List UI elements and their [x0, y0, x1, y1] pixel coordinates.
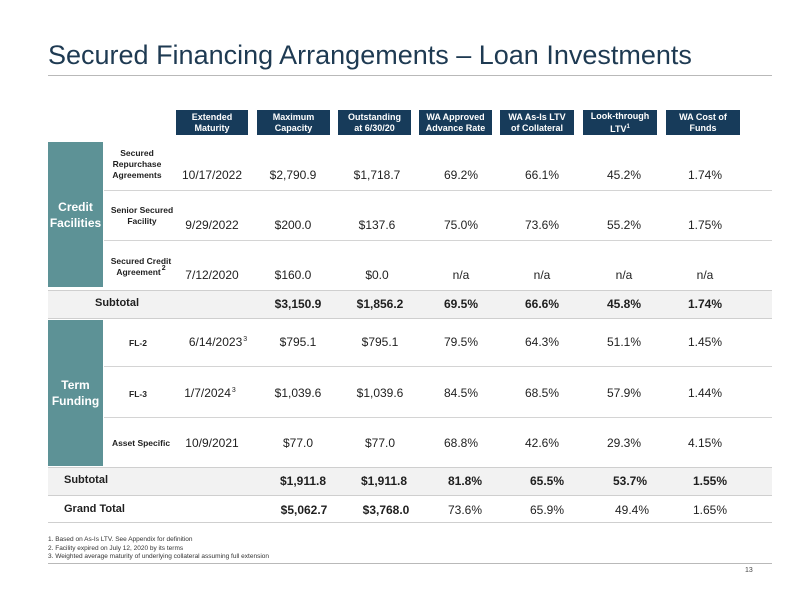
footnote: 3. Weighted average maturity of underlying collateral assuming full extension [48, 553, 269, 560]
cell-max-capacity: $3,150.9 [274, 297, 322, 311]
cell-cost-of-funds: n/a [696, 268, 714, 282]
cell-advance-rate: n/a [452, 268, 470, 282]
cell-advance-rate: 69.2% [443, 168, 479, 182]
row-divider [104, 417, 772, 418]
footnote: 2. Facility expired on July 12, 2020 by its terms [48, 544, 184, 552]
cell-ltv: 65.9% [529, 503, 565, 517]
cell-look-through: 53.7% [612, 474, 648, 488]
cell-cost-of-funds: 1.74% [687, 297, 723, 311]
cell-ltv: 66.6% [524, 297, 560, 311]
cell-cost-of-funds: 4.15% [687, 436, 723, 450]
cell-maturity: 10/17/2022 [181, 168, 243, 182]
row-label-secured-repurchase: Secured Repurchase Agreements [112, 148, 162, 180]
header-maximum-capacity: Maximum Capacity [257, 110, 330, 135]
cell-advance-rate: 68.8% [443, 436, 479, 450]
cell-maturity: 10/9/2021 [185, 436, 239, 450]
footnotes [48, 536, 269, 562]
subtotal-band [48, 290, 772, 318]
term-subtotal-label: Subtotal [64, 474, 108, 486]
page-number: 13 [745, 567, 753, 574]
cell-max-capacity: $1,039.6 [274, 386, 322, 400]
cell-outstanding: $0.0 [365, 268, 389, 282]
cell-maturity: 1/7/2024$^3$ [184, 386, 236, 400]
cell-ltv: 65.5% [529, 474, 565, 488]
cell-max-capacity: $2,790.9 [269, 168, 317, 182]
row-label-senior-secured: Senior Secured Facility [110, 205, 174, 226]
row-label-fl2: FL-2 [129, 338, 147, 348]
title-divider [48, 75, 772, 76]
cell-max-capacity: $160.0 [274, 268, 312, 282]
grand-total-rule [48, 522, 772, 523]
cell-max-capacity: $5,062.7 [280, 503, 328, 517]
page-title: Secured Financing Arrangements – Loan Investments [48, 40, 692, 70]
cell-advance-rate: 81.8% [447, 474, 483, 488]
cell-cost-of-funds: 1.74% [687, 168, 723, 182]
cell-max-capacity: $77.0 [282, 436, 314, 450]
header-outstanding: Outstanding at 6/30/20 [338, 110, 411, 135]
cell-look-through: 51.1% [606, 335, 642, 349]
cell-max-capacity: $795.1 [279, 335, 317, 349]
subtotal-band [48, 467, 772, 495]
grand-total-label: Grand Total [64, 503, 125, 515]
cell-look-through: 45.8% [606, 297, 642, 311]
footnote: 1. Based on As-Is LTV. See Appendix for definition [48, 536, 193, 543]
cell-cost-of-funds: 1.55% [692, 474, 728, 488]
row-label-fl3: FL-3 [129, 389, 147, 399]
cell-maturity: 6/14/2023$^3$ [188, 335, 248, 349]
footer-divider [48, 563, 772, 564]
cell-advance-rate: 73.6% [447, 503, 483, 517]
subtotal-top-rule [48, 467, 772, 468]
cell-look-through: 29.3% [606, 436, 642, 450]
header-extended-maturity: Extended Maturity [176, 110, 248, 135]
cell-outstanding: $137.6 [358, 218, 396, 232]
cell-ltv: 68.5% [524, 386, 560, 400]
header-as-is-ltv: WA As-Is LTV of Collateral [500, 110, 574, 135]
cell-ltv: 42.6% [524, 436, 560, 450]
cell-max-capacity: $200.0 [274, 218, 312, 232]
cell-look-through: 45.2% [606, 168, 642, 182]
cell-outstanding: $1,856.2 [356, 297, 404, 311]
cell-advance-rate: 75.0% [443, 218, 479, 232]
cell-look-through: 49.4% [614, 503, 650, 517]
cell-advance-rate: 69.5% [443, 297, 479, 311]
cell-advance-rate: 84.5% [443, 386, 479, 400]
cell-cost-of-funds: 1.44% [687, 386, 723, 400]
cell-maturity: 9/29/2022 [185, 218, 239, 232]
row-label-secured-credit: Secured Credit Agreement$^2$ [110, 256, 172, 277]
cell-maturity: 7/12/2020 [185, 268, 239, 282]
header-advance-rate: WA Approved Advance Rate [419, 110, 492, 135]
credit-subtotal-label: Subtotal [95, 297, 139, 309]
section-credit-facilities: Credit Facilities [48, 142, 103, 287]
cell-look-through: 55.2% [606, 218, 642, 232]
cell-look-through: 57.9% [606, 386, 642, 400]
cell-advance-rate: 79.5% [443, 335, 479, 349]
cell-ltv: 73.6% [524, 218, 560, 232]
cell-outstanding: $1,039.6 [356, 386, 404, 400]
row-divider [104, 366, 772, 367]
cell-ltv: n/a [533, 268, 551, 282]
subtotal-bottom-rule [48, 318, 772, 319]
cell-ltv: 66.1% [524, 168, 560, 182]
section-term-funding: Term Funding [48, 320, 103, 466]
row-label-asset-specific: Asset Specific [111, 438, 171, 448]
cell-outstanding: $3,768.0 [362, 503, 410, 517]
cell-outstanding: $77.0 [364, 436, 396, 450]
row-divider [104, 240, 772, 241]
header-cost-of-funds: WA Cost of Funds [666, 110, 740, 135]
subtotal-top-rule [48, 290, 772, 291]
cell-max-capacity: $1,911.8 [279, 474, 327, 488]
cell-look-through: n/a [615, 268, 633, 282]
cell-cost-of-funds: 1.45% [687, 335, 723, 349]
cell-outstanding: $1,911.8 [360, 474, 408, 488]
cell-outstanding: $795.1 [361, 335, 399, 349]
row-divider [104, 190, 772, 191]
cell-cost-of-funds: 1.75% [687, 218, 723, 232]
subtotal-bottom-rule [48, 495, 772, 496]
cell-outstanding: $1,718.7 [353, 168, 401, 182]
header-look-through-ltv: Look-through LTV$^1$ [583, 110, 657, 135]
cell-cost-of-funds: 1.65% [692, 503, 728, 517]
cell-ltv: 64.3% [524, 335, 560, 349]
